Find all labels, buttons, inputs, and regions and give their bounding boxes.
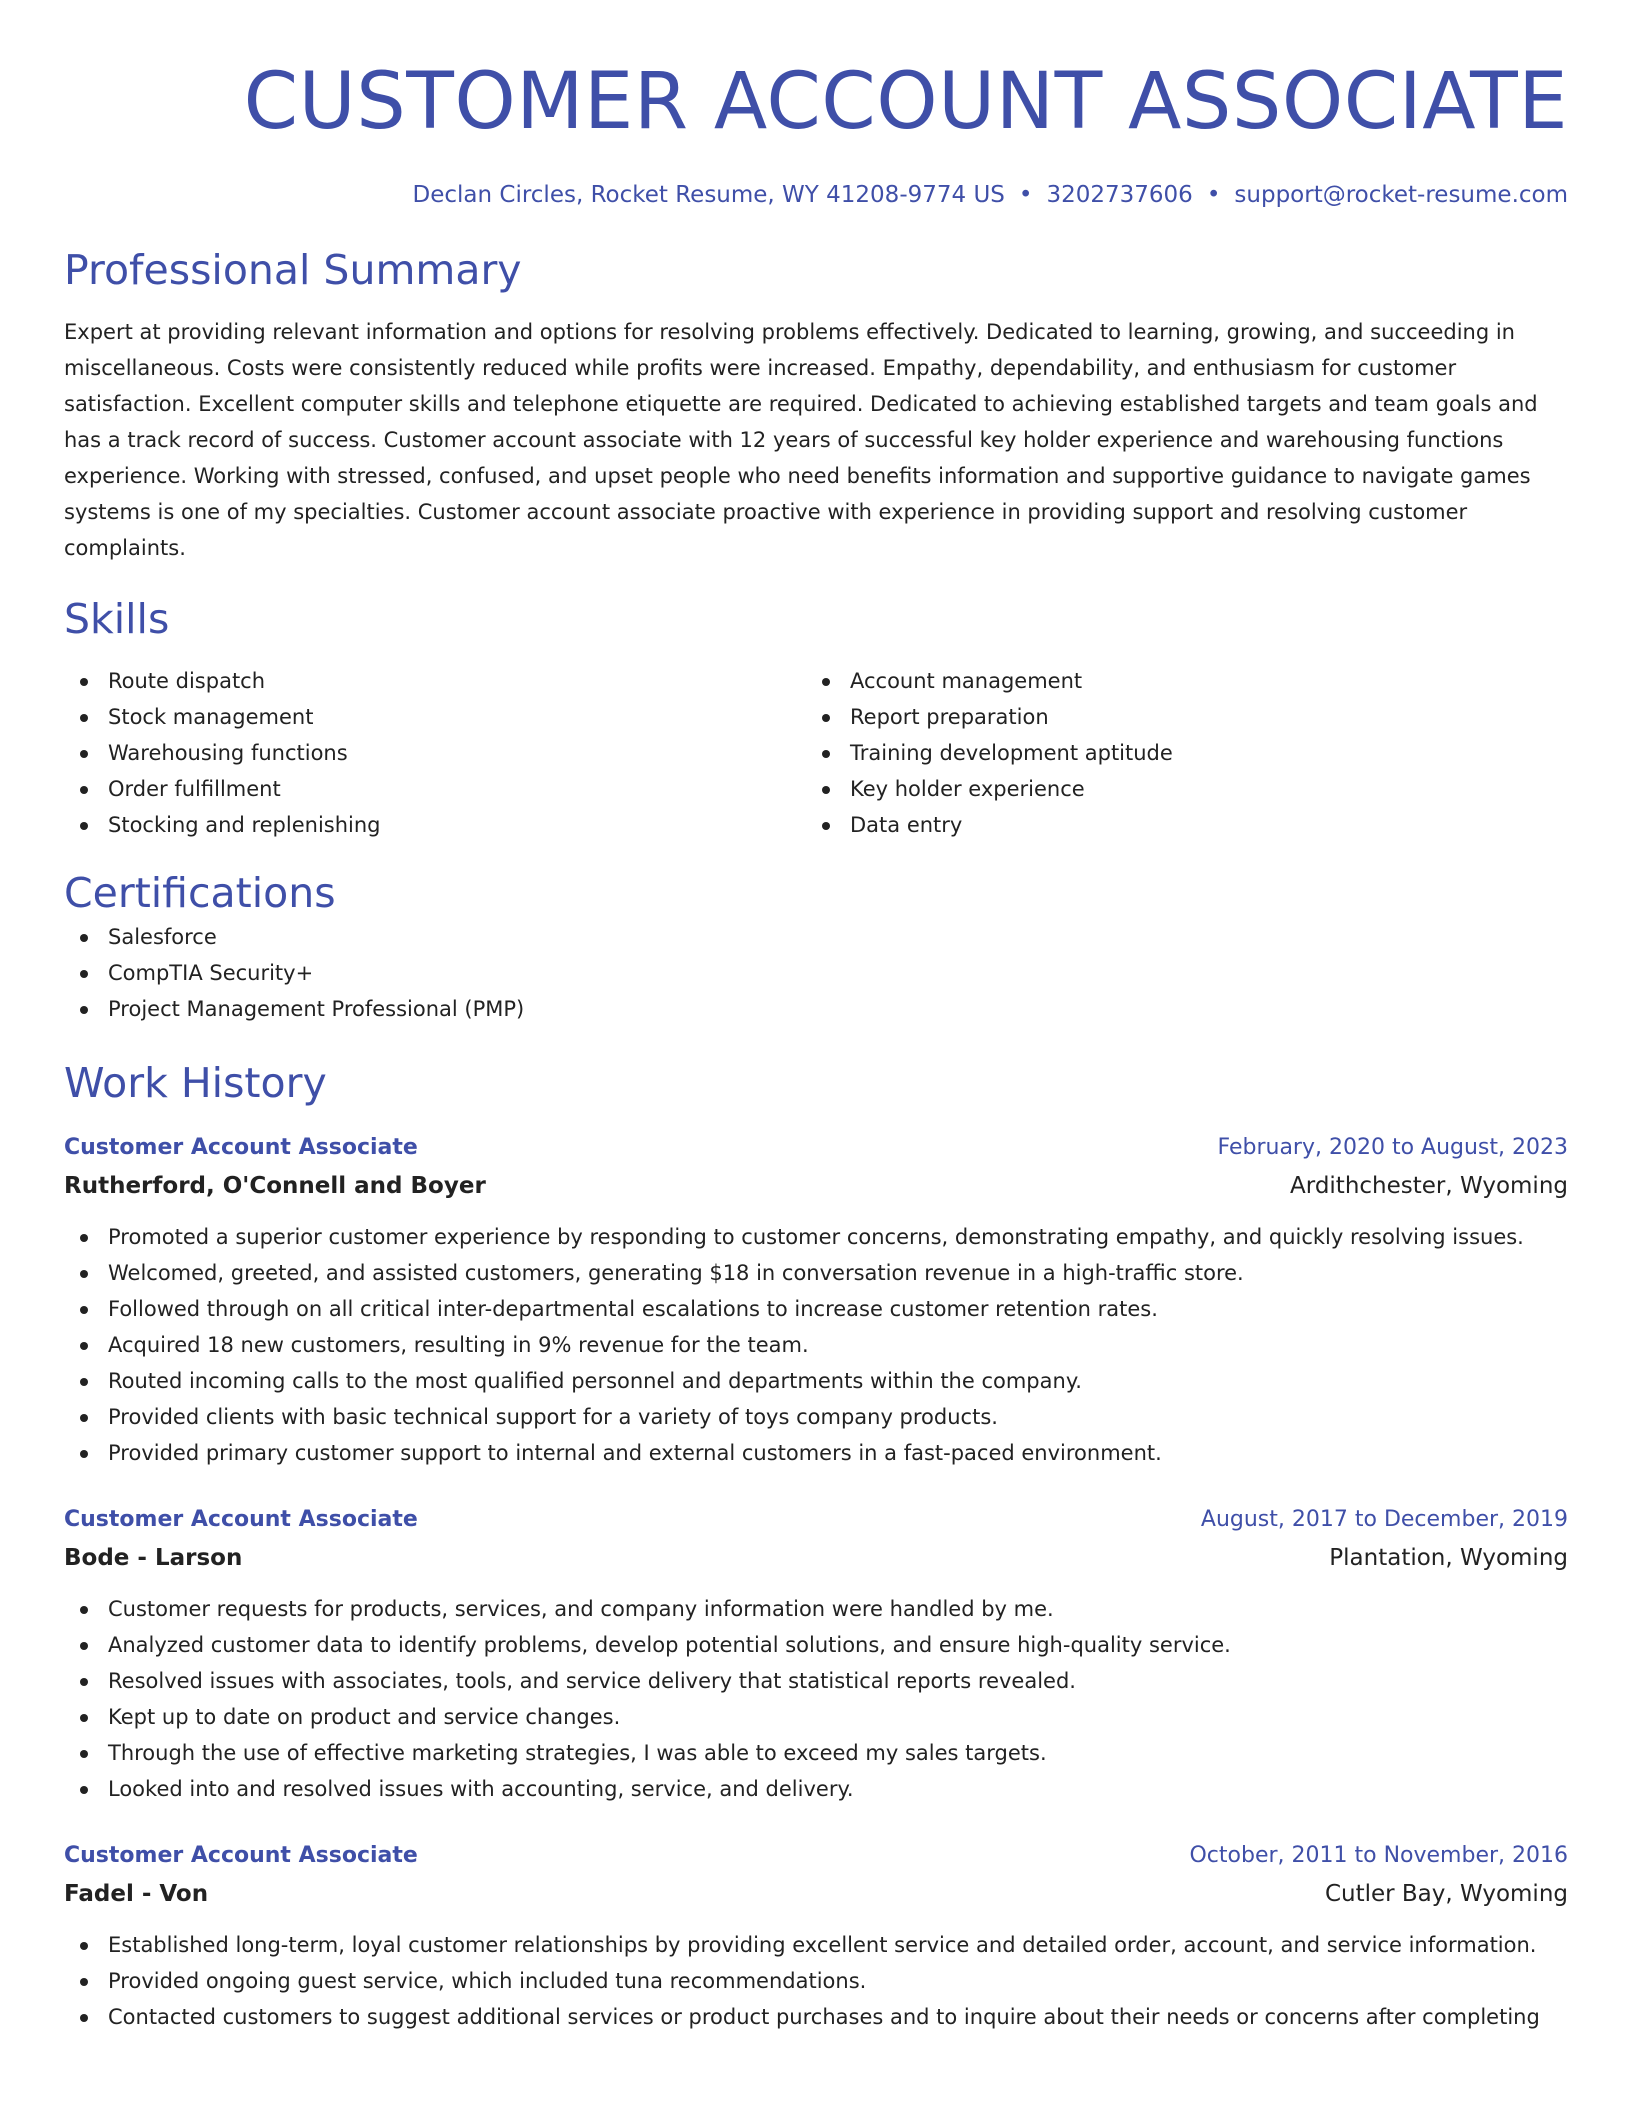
job-header-row xyxy=(64,1129,1568,1167)
skill-item: Stocking and replenishing xyxy=(64,807,806,843)
job-title: Customer Account Associate xyxy=(64,1843,418,1868)
job-bullet: Looked into and resolved issues with accounting, service, and delivery. xyxy=(64,1771,1568,1807)
contact-separator: • xyxy=(1206,182,1221,208)
job-bullet: Customer requests for products, services, and company information were handled by me. xyxy=(64,1591,1568,1627)
job-bullet: Provided ongoing guest service, which included tuna recommendations. xyxy=(64,1963,1568,1999)
job-bullet: Kept up to date on product and service changes. xyxy=(64,1699,1568,1735)
job-entry xyxy=(64,1837,1568,2035)
skills-heading: Skills xyxy=(64,595,170,643)
job-company-row xyxy=(64,1875,1568,1913)
job-bullet: Provided primary customer support to internal and external customers in a fast-paced environment. xyxy=(64,1435,1568,1471)
certifications-heading: Certifications xyxy=(64,869,336,917)
skill-item: Training development aptitude xyxy=(806,735,1548,771)
job-dates: October, 2011 to November, 2016 xyxy=(1189,1843,1568,1868)
job-company: Rutherford, O'Connell and Boyer xyxy=(64,1173,486,1199)
job-bullets xyxy=(64,1219,1568,1471)
contact-address: Declan Circles, Rocket Resume, WY 41208-9774 US xyxy=(412,182,1005,208)
job-bullets xyxy=(64,1591,1568,1807)
skills-column-left xyxy=(64,663,806,843)
job-company-row xyxy=(64,1167,1568,1205)
contact-separator: • xyxy=(1018,182,1033,208)
job-header-row xyxy=(64,1837,1568,1875)
job-company-row xyxy=(64,1539,1568,1577)
skill-item: Data entry xyxy=(806,807,1548,843)
skills-list-right xyxy=(806,663,1548,843)
certification-item: Salesforce xyxy=(64,919,1568,955)
job-bullet: Followed through on all critical inter-departmental escalations to increase customer retention rates. xyxy=(64,1291,1568,1327)
skills-column-right xyxy=(806,663,1548,843)
skills-grid xyxy=(64,663,1568,843)
skill-item: Route dispatch xyxy=(64,663,806,699)
job-title: Customer Account Associate xyxy=(64,1507,418,1532)
contact-line xyxy=(64,180,1568,210)
job-dates: February, 2020 to August, 2023 xyxy=(1217,1135,1568,1160)
job-location: Plantation, Wyoming xyxy=(1329,1545,1568,1571)
resume-page xyxy=(64,0,1568,2035)
certification-item: CompTIA Security+ xyxy=(64,955,1568,991)
certifications-list xyxy=(64,919,1568,1027)
skill-item: Key holder experience xyxy=(806,771,1548,807)
contact-email: support@rocket-resume.com xyxy=(1234,182,1568,208)
job-bullet: Resolved issues with associates, tools, and service delivery that statistical reports revealed. xyxy=(64,1663,1568,1699)
job-bullet: Contacted customers to suggest additional services or product purchases and to inquire about their needs or concerns after completing xyxy=(64,1999,1568,2035)
job-location: Ardithchester, Wyoming xyxy=(1290,1173,1568,1199)
summary-heading: Professional Summary xyxy=(64,246,522,294)
job-location: Cutler Bay, Wyoming xyxy=(1324,1881,1568,1907)
skill-item: Warehousing functions xyxy=(64,735,806,771)
job-bullet: Welcomed, greeted, and assisted customers, generating $18 in conversation revenue in a high-traffic store. xyxy=(64,1255,1568,1291)
skill-item: Report preparation xyxy=(806,699,1548,735)
contact-phone: 3202737606 xyxy=(1046,182,1193,208)
skill-item: Order fulfillment xyxy=(64,771,806,807)
job-title: Customer Account Associate xyxy=(64,1135,418,1160)
job-bullet: Acquired 18 new customers, resulting in 9% revenue for the team. xyxy=(64,1327,1568,1363)
job-header-row xyxy=(64,1501,1568,1539)
job-bullet: Provided clients with basic technical support for a variety of toys company products. xyxy=(64,1399,1568,1435)
skills-list-left xyxy=(64,663,806,843)
job-bullet: Routed incoming calls to the most qualified personnel and departments within the company. xyxy=(64,1363,1568,1399)
skill-item: Stock management xyxy=(64,699,806,735)
job-bullet: Analyzed customer data to identify problems, develop potential solutions, and ensure high-quality service. xyxy=(64,1627,1568,1663)
job-entry xyxy=(64,1501,1568,1807)
work-history-heading: Work History xyxy=(64,1059,327,1107)
job-bullet: Through the use of effective marketing strategies, I was able to exceed my sales targets. xyxy=(64,1735,1568,1771)
job-dates: August, 2017 to December, 2019 xyxy=(1200,1507,1568,1532)
resume-name-heading: CUSTOMER ACCOUNT ASSOCIATE xyxy=(243,57,1568,147)
summary-text: Expert at providing relevant information and options for resolving problems effectively. Dedicated to learning, growing, and succeeding in miscellaneous. Costs were consistently reduced while profits were increased. Empathy, dependability, and enthusiasm for customer satisfaction. Excellent computer skills and telephone etiquette are required. Dedicated to achieving established targets and team goals and has a track record of success. Customer account associate with 12 years of successful key holder experience and warehousing functions experience. Working with stressed, confused, and upset people who need benefits information and supportive guidance to navigate games systems is one of my specialties. Customer account associate proactive with experience in providing support and resolving customer complaints. xyxy=(64,320,1538,560)
job-bullet: Established long-term, loyal customer relationships by providing excellent service and detailed order, account, and service information. xyxy=(64,1927,1568,1963)
skill-item: Account management xyxy=(806,663,1548,699)
job-entry xyxy=(64,1129,1568,1471)
certification-item: Project Management Professional (PMP) xyxy=(64,991,1568,1027)
job-company: Bode - Larson xyxy=(64,1545,243,1571)
job-bullets xyxy=(64,1927,1568,2035)
job-company: Fadel - Von xyxy=(64,1881,209,1907)
job-bullet: Promoted a superior customer experience by responding to customer concerns, demonstrating empathy, and quickly resolving issues. xyxy=(64,1219,1568,1255)
